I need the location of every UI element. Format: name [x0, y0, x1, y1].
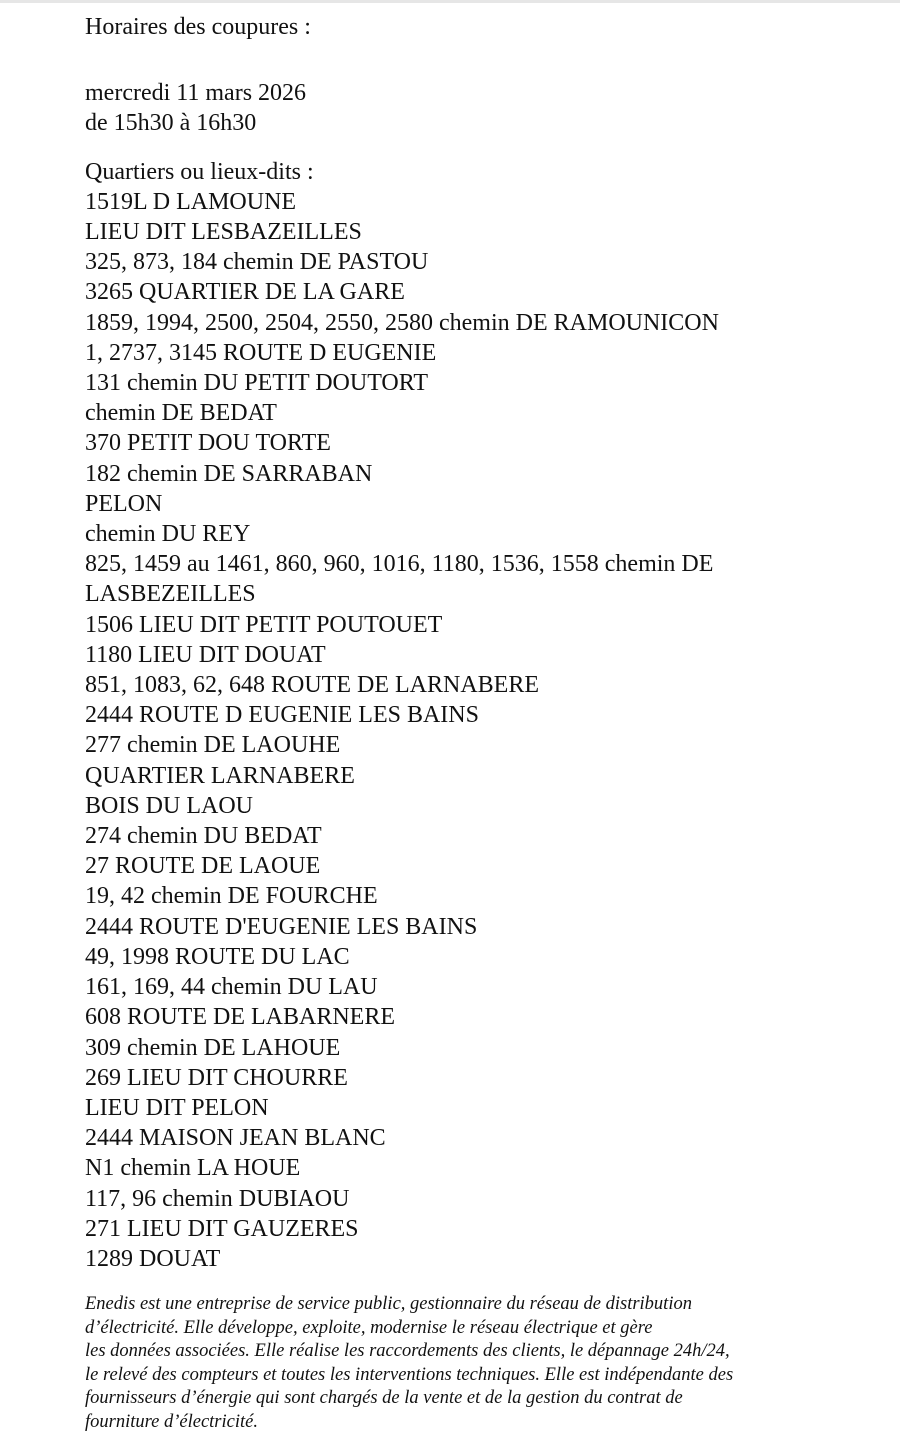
location-item: 2444 ROUTE D EUGENIE LES BAINS [85, 702, 479, 729]
locations-heading: Quartiers ou lieux-dits : [85, 158, 314, 185]
location-item: chemin DE BEDAT [85, 400, 277, 427]
location-item: QUARTIER LARNABERE [85, 762, 355, 789]
location-item: 1180 LIEU DIT DOUAT [85, 641, 326, 668]
location-item: 182 chemin DE SARRABAN [85, 460, 373, 487]
notice-title: Horaires des coupures : [85, 14, 311, 40]
location-item: 1506 LIEU DIT PETIT POUTOUET [85, 611, 443, 638]
locations-list [85, 187, 875, 1274]
location-item: 851, 1083, 62, 648 ROUTE DE LARNABERE [85, 672, 539, 699]
outage-date: mercredi 11 mars 2026 [85, 80, 307, 107]
location-item: 161, 169, 44 chemin DU LAU [85, 974, 378, 1001]
location-item: 269 LIEU DIT CHOURRE [85, 1064, 348, 1091]
location-item: 2444 ROUTE D'EUGENIE LES BAINS [85, 913, 478, 940]
disclaimer-line: les données associées. Elle réalise les raccordements des clients, le dépannage 24h/24, [85, 1341, 730, 1362]
location-item: 49, 1998 ROUTE DU LAC [85, 943, 350, 970]
location-item: LASBEZEILLES [85, 581, 256, 608]
location-item: 1519L D LAMOUNE [85, 188, 297, 215]
location-item: 131 chemin DU PETIT DOUTORT [85, 370, 428, 397]
disclaimer-line: d’électricité. Elle développe, exploite, modernise le réseau électrique et gère [85, 1317, 653, 1338]
spacer [85, 42, 875, 78]
location-item: 608 ROUTE DE LABARNERE [85, 1004, 395, 1031]
location-item: 825, 1459 au 1461, 860, 960, 1016, 1180, 1536, 1558 chemin DE [85, 551, 714, 578]
location-item: 309 chemin DE LAHOUE [85, 1034, 341, 1061]
location-item: 2444 MAISON JEAN BLANC [85, 1125, 386, 1152]
location-item: chemin DU REY [85, 521, 251, 548]
location-item: PELON [85, 490, 163, 517]
location-item: 19, 42 chemin DE FOURCHE [85, 883, 378, 910]
disclaimer-line: Enedis est une entreprise de service public, gestionnaire du réseau de distribution [85, 1294, 692, 1314]
location-item: LIEU DIT LESBAZEILLES [85, 219, 362, 246]
location-item: 3265 QUARTIER DE LA GARE [85, 279, 405, 306]
location-item: BOIS DU LAOU [85, 792, 253, 819]
disclaimer-line: fourniture d’électricité. [85, 1411, 258, 1432]
spacer [85, 139, 875, 157]
location-item: N1 chemin LA HOUE [85, 1155, 301, 1182]
location-item: 277 chemin DE LAOUHE [85, 732, 341, 759]
top-edge-divider [0, 0, 900, 3]
location-item: LIEU DIT PELON [85, 1094, 269, 1121]
location-item: 117, 96 chemin DUBIAOU [85, 1185, 350, 1212]
location-item: 27 ROUTE DE LAOUE [85, 853, 321, 880]
location-item: 370 PETIT DOU TORTE [85, 430, 331, 457]
location-item: 1289 DOUAT [85, 1245, 221, 1272]
outage-notice [85, 12, 875, 1274]
enedis-disclaimer [85, 1293, 875, 1435]
disclaimer-line: fournisseurs d’énergie qui sont chargés de la vente et de la gestion du contrat de [85, 1388, 683, 1409]
location-item: 271 LIEU DIT GAUZERES [85, 1215, 359, 1242]
location-item: 274 chemin DU BEDAT [85, 823, 322, 850]
location-item: 1859, 1994, 2500, 2504, 2550, 2580 chemin DE RAMOUNICON [85, 309, 719, 336]
outage-time: de 15h30 à 16h30 [85, 110, 257, 137]
location-item: 1, 2737, 3145 ROUTE D EUGENIE [85, 339, 437, 366]
disclaimer-line: le relevé des compteurs et toutes les interventions techniques. Elle est indépendante des [85, 1364, 734, 1385]
location-item: 325, 873, 184 chemin DE PASTOU [85, 249, 429, 276]
